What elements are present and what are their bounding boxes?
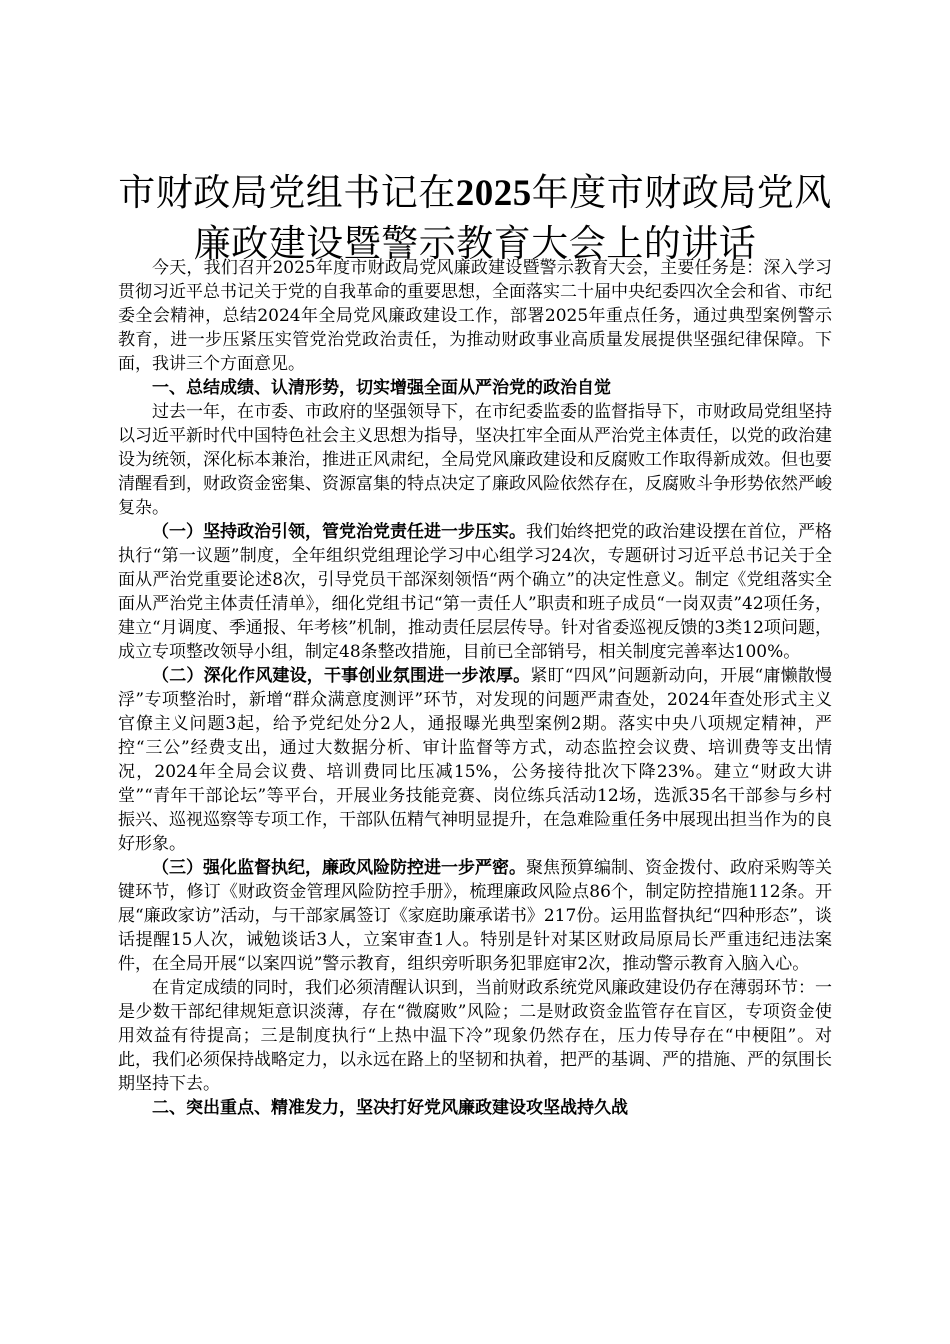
paragraph-subsection-2	[118, 664, 832, 856]
subsection-text-3: 聚焦预算编制、资金拨付、政府采购等关键环节，修订《财政资金管理风险防控手册》，梳理廉政风险点86个，制定防控措施112条。开展“廉政家访”活动，与干部家属签订《家庭助廉承诺书》217份。运用监督执纪“四种形态”，谈话提醒15人次，诫勉谈话3人，立案审查1人。特别是针对某区财政局原局长严重违纪违法案件，在全局开展“以案四说”警示教育，组织旁听职务犯罪庭审2次，推动警示教育入脑入心。	[118, 858, 832, 974]
subsection-text-2: 紧盯“四风”问题新动向，开展“庸懒散慢浮”专项整治时，新增“群众满意度测评”环节，对发现的问题严肃查处，2024年查处形式主义官僚主义问题3起，给予党纪处分2人，通报曝光典型案例2期。落实中央八项规定精神，严控“三公”经费支出，通过大数据分析、审计监督等方式，动态监控会议费、培训费等支出情况，2024年全局会议费、培训费同比压减15%，公务接待批次下降23%。建立“财政大讲堂”“青年干部论坛”等平台，开展业务技能竞赛、岗位练兵活动12场，选派35名干部参与乡村振兴、巡视巡察等专项工作，干部队伍精气神明显提升，在急难险重任务中展现出担当作为的良好形象。	[118, 666, 832, 854]
title-line-2: 廉政建设暨警示教育大会上的讲话	[193, 222, 757, 265]
title-line-1-pre: 市财政局党组书记在	[118, 171, 456, 214]
subsection-lead-3: （三）强化监督执纪，廉政风险防控进一步严密。	[152, 858, 526, 878]
paragraph-subsection-3	[118, 856, 832, 976]
subsection-lead-1: （一）坚持政治引领，管党治党责任进一步压实。	[152, 522, 526, 542]
document-body	[118, 256, 832, 1120]
title-line-1-post: 年度市财政局党风	[531, 171, 832, 214]
subsection-lead-2: （二）深化作风建设，干事创业氛围进一步浓厚。	[152, 666, 531, 686]
paragraph-intro: 今天，我们召开2025年度市财政局党风廉政建设暨警示教育大会，主要任务是：深入学习贯彻习近平总书记关于党的自我革命的重要思想，全面落实二十届中央纪委四次全会和省、市纪委全会精神，总结2024年全局党风廉政建设工作，部署2025年重点任务，通过典型案例警示教育，进一步压紧压实管党治党政治责任，为推动财政事业高质量发展提供坚强纪律保障。下面，我讲三个方面意见。	[118, 258, 832, 374]
document-title	[118, 168, 832, 269]
subsection-text-1: 我们始终把党的政治建设摆在首位，严格执行“第一议题”制度，全年组织党组理论学习中心组学习24次，专题研讨习近平总书记关于全面从严治党重要论述8次，引导党员干部深刻领悟“两个确立”的决定性意义。制定《党组落实全面从严治党主体责任清单》，细化党组书记“第一责任人”职责和班子成员“一岗双责”42项任务，建立“月调度、季通报、年考核”机制，推动责任层层传导。针对省委巡视反馈的3类12项问题，成立专项整改领导小组，制定48条整改措施，目前已全部销号，相关制度完善率达100%。	[118, 522, 832, 662]
title-line-1	[118, 168, 832, 219]
section-heading-2: 二、突出重点、精准发力，坚决打好党风廉政建设攻坚战持久战	[152, 1098, 628, 1118]
paragraph-subsection-1	[118, 520, 832, 664]
title-year: 2025	[455, 173, 532, 214]
section-heading-1: 一、总结成绩、认清形势，切实增强全面从严治党的政治自觉	[152, 378, 611, 398]
paragraph-weaknesses: 在肯定成绩的同时，我们必须清醒认识到，当前财政系统党风廉政建设仍存在薄弱环节：一是少数干部纪律规矩意识淡薄，存在“微腐败”风险；二是财政资金监管存在盲区，专项资金使用效益有待提高；三是制度执行“上热中温下冷”现象仍然存在，压力传导存在“中梗阻”。对此，我们必须保持战略定力，以永远在路上的坚韧和执着，把严的基调、严的措施、严的氛围长期坚持下去。	[118, 978, 832, 1094]
paragraph-overview: 过去一年，在市委、市政府的坚强领导下，在市纪委监委的监督指导下，市财政局党组坚持以习近平新时代中国特色社会主义思想为指导，坚决扛牢全面从严治党主体责任，以党的政治建设为统领，深化标本兼治，推进正风肃纪，全局党风廉政建设和反腐败工作取得新成效。但也要清醒看到，财政资金密集、资源富集的特点决定了廉政风险依然存在，反腐败斗争形势依然严峻复杂。	[118, 402, 832, 518]
